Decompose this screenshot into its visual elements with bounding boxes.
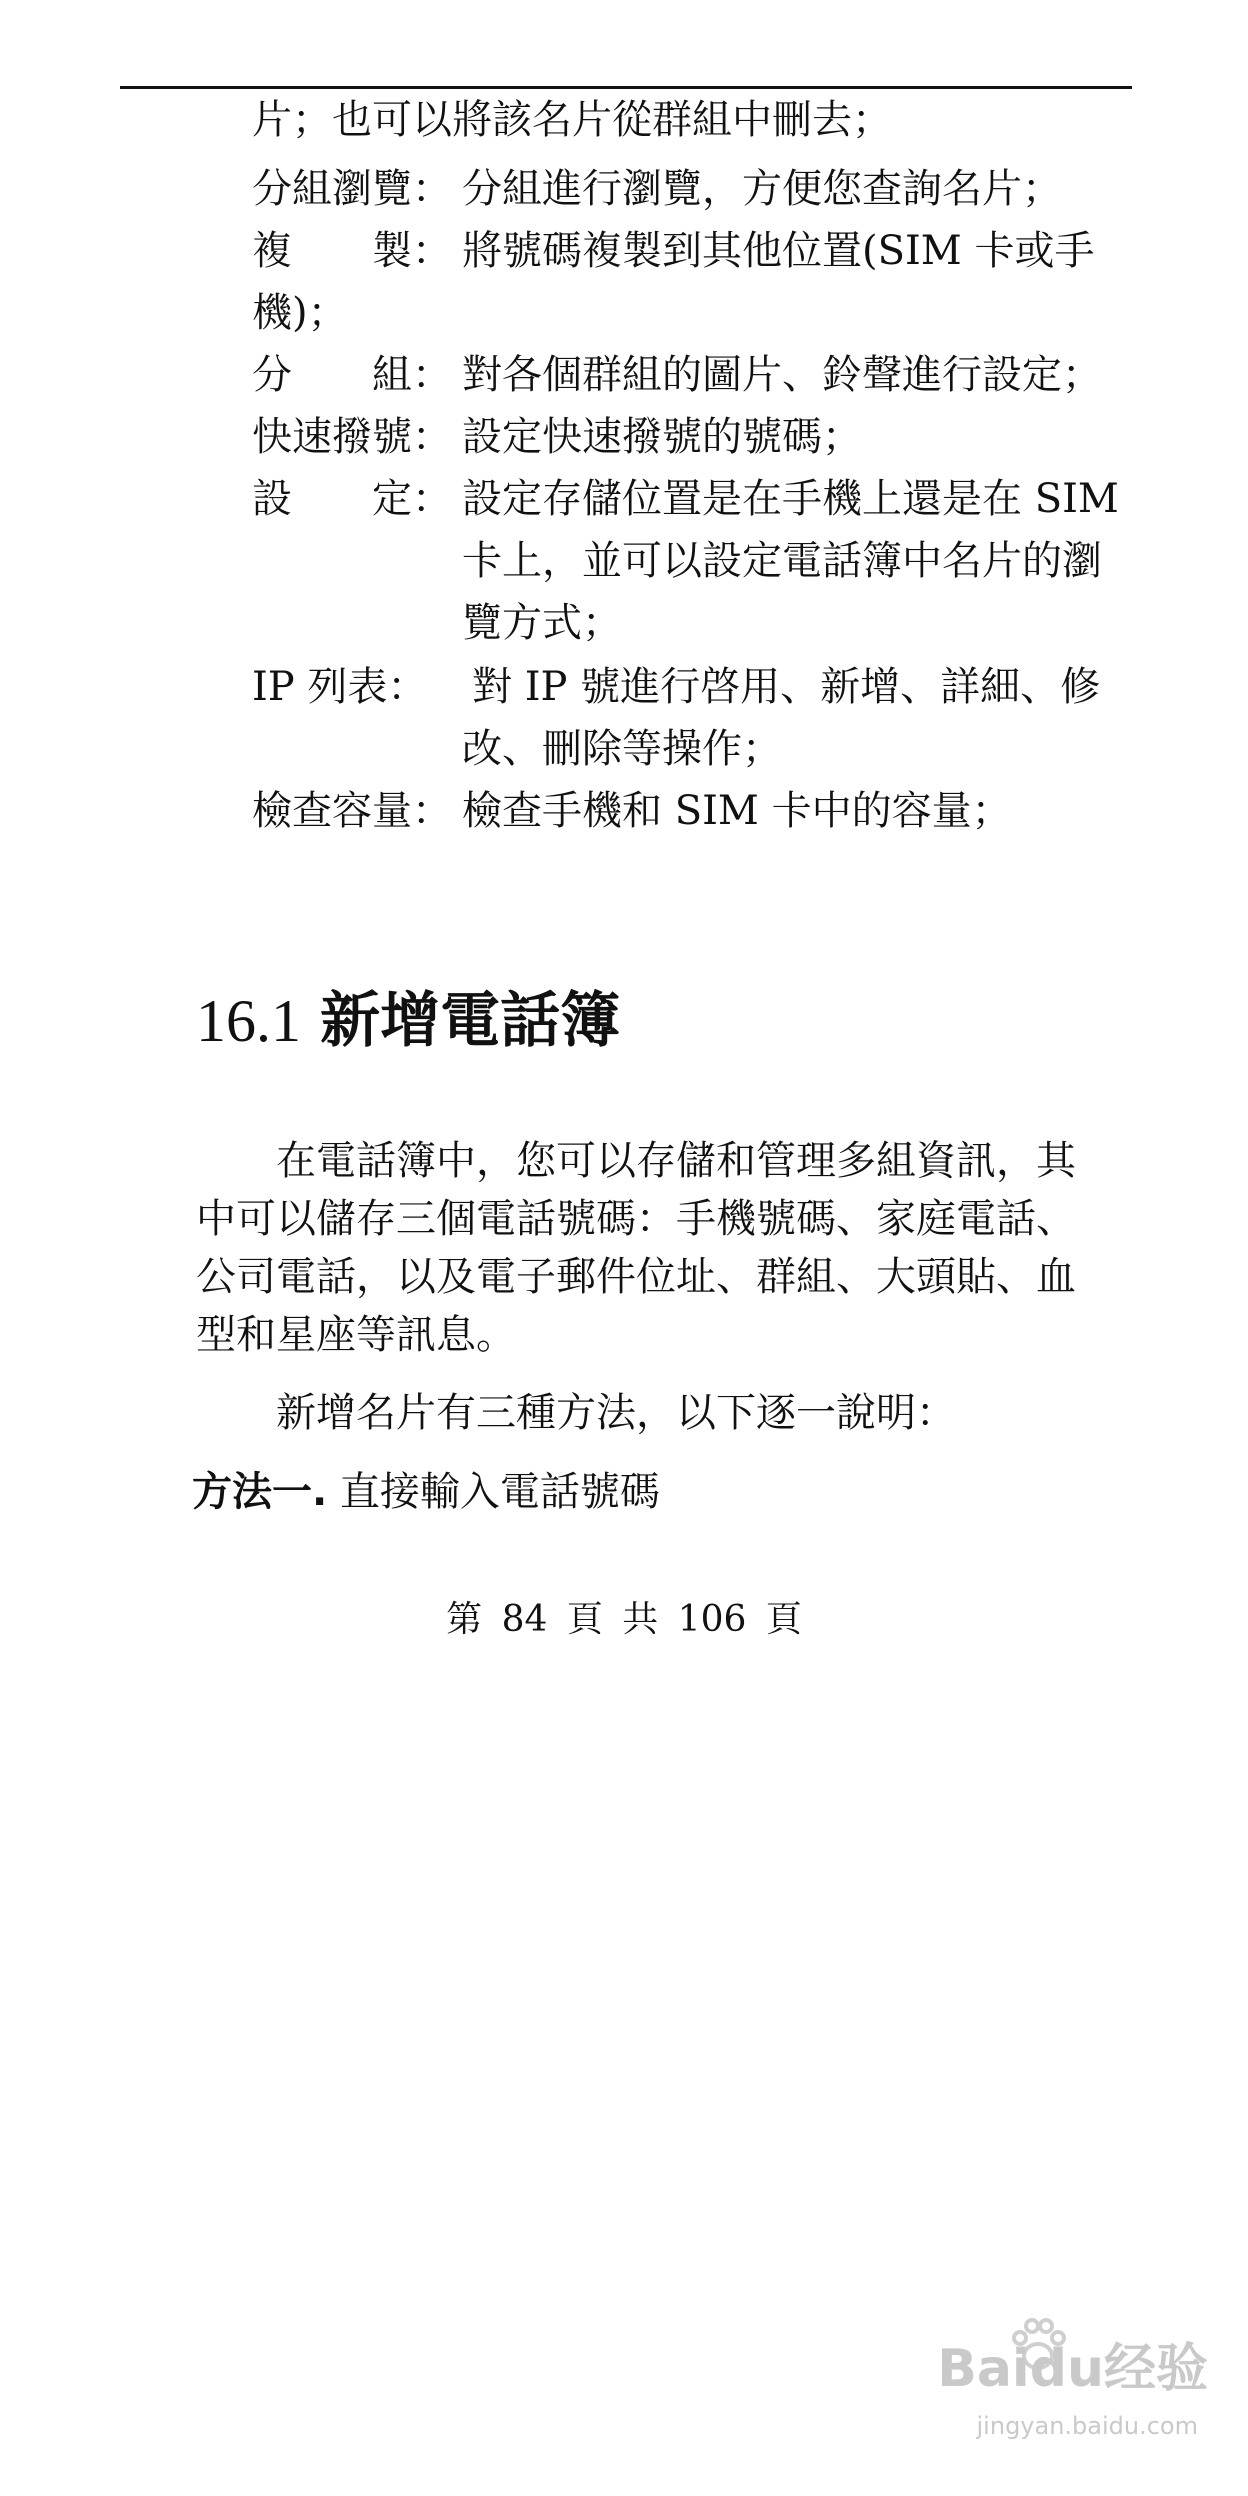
method-text: 直接輸入電話號碼 <box>339 1469 660 1515</box>
top-rule <box>120 86 1132 89</box>
paragraph-line: 新增名片有三種方法，以下逐一說明： <box>196 1390 956 1436</box>
definition-term: 分 組： <box>252 352 452 398</box>
baidu-watermark <box>908 2316 1208 2466</box>
section-number: 16.1 <box>196 988 301 1054</box>
definition-term: 檢查容量： <box>252 788 452 834</box>
watermark-logo: Baidu经验 <box>937 2339 1208 2399</box>
page-footer: 第 84 頁 共 106 頁 <box>446 1599 802 1640</box>
definition-desc <box>252 220 1132 344</box>
definition-desc <box>462 468 1132 654</box>
watermark-url: jingyan.baidu.com <box>976 2412 1198 2440</box>
definition-term: IP 列表： <box>252 664 428 710</box>
paragraph-line: 在電話簿中，您可以存儲和管理多組資訊，其 <box>196 1138 1076 1184</box>
definition-desc <box>462 406 1132 468</box>
paragraph-intro <box>196 1132 1132 1364</box>
definition-term: 設 定： <box>252 476 452 522</box>
definition-line: 卡上，並可以設定電話簿中名片的瀏 <box>462 538 1102 584</box>
paragraph-line: 公司電話，以及電子郵件位址、群組、大頭貼、血 <box>196 1254 1076 1300</box>
definition-desc <box>462 158 1132 220</box>
method-label: 方法一. <box>192 1469 328 1515</box>
intro-line: 片；也可以將該名片從群組中刪去； <box>252 97 892 143</box>
definition-desc <box>462 780 1132 842</box>
paragraph-line: 型和星座等訊息。 <box>196 1312 516 1358</box>
definition-line: 分組進行瀏覽，方便您查詢名片； <box>462 166 1062 212</box>
section-title: 新增電話簿 <box>320 986 621 1056</box>
definition-line: 設定快速撥號的號碼； <box>462 414 862 460</box>
definition-line: 設定存儲位置是在手機上還是在 SIM <box>462 476 1119 522</box>
definition-line: 對各個群組的圖片、鈴聲進行設定； <box>462 352 1102 398</box>
definition-line: 覽方式； <box>462 600 622 646</box>
paragraph-methods <box>196 1384 1132 1442</box>
definition-line: 對 IP 號進行啓用、新增、詳細、修 <box>472 664 1101 710</box>
definition-desc <box>462 344 1132 406</box>
definition-term: 快速撥號： <box>252 414 452 460</box>
section-heading <box>196 985 620 1057</box>
definition-term: 複 製： <box>252 228 452 274</box>
method-heading <box>192 1468 660 1516</box>
definition-desc <box>462 656 1142 780</box>
definition-line: 機)； <box>252 290 348 336</box>
definition-line: 檢查手機和 SIM 卡中的容量； <box>462 788 1012 834</box>
paragraph-line: 中可以儲存三個電話號碼：手機號碼、家庭電話、 <box>196 1196 1076 1242</box>
definition-term: 分組瀏覽： <box>252 166 452 212</box>
definition-line: 將號碼複製到其他位置(SIM 卡或手 <box>462 228 1095 274</box>
definition-line: 改、刪除等操作； <box>462 726 782 772</box>
